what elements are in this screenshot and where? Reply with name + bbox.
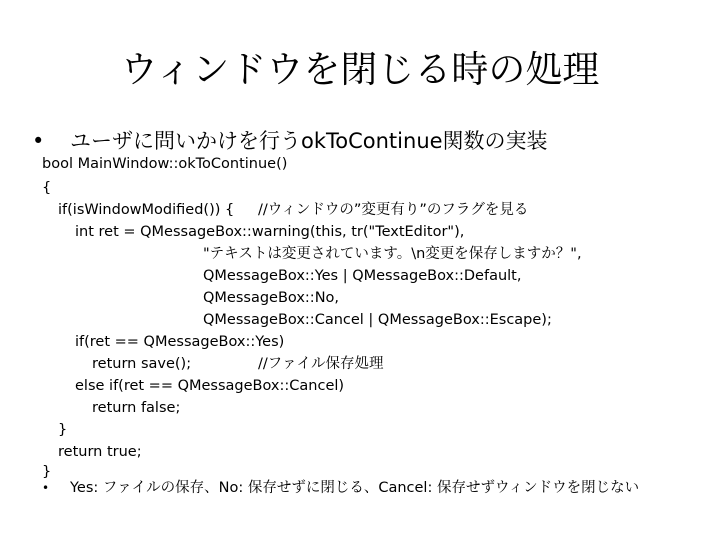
code-line: return save(); (92, 356, 192, 372)
note-bullet (42, 478, 692, 498)
code-line: if(ret == QMessageBox::Yes) (75, 334, 285, 350)
code-line: "テキストは変更されています。\n変更を保存しますか？", (203, 246, 582, 262)
code-line: } (42, 464, 52, 480)
code-comment: //ウィンドウの”変更有り”のフラグを見る (258, 202, 529, 218)
code-line: { (42, 180, 52, 196)
note-marker: • (42, 481, 50, 495)
code-line: QMessageBox::Yes | QMessageBox::Default, (203, 268, 522, 284)
code-line: QMessageBox::No, (203, 290, 340, 306)
code-line: else if(ret == QMessageBox::Cancel) (75, 378, 345, 394)
code-comment: //ファイル保存処理 (258, 356, 384, 372)
bullet-text: ユーザに問いかけを行うokToContinue関数の実装 (70, 129, 548, 153)
code-line: return true; (58, 444, 142, 460)
code-line: int ret = QMessageBox::warning(this, tr("TextEditor"), (75, 224, 465, 240)
code-text: if(isWindowModified()) { (58, 202, 235, 218)
code-line: bool MainWindow::okToContinue() (42, 156, 288, 172)
bullet-marker: • (32, 129, 45, 153)
code-line: QMessageBox::Cancel | QMessageBox::Escape); (203, 312, 552, 328)
code-line (58, 200, 234, 220)
code-line: } (58, 422, 68, 438)
slide-title: ウィンドウを閉じる時の処理 (120, 48, 600, 91)
bullet-heading (32, 126, 548, 156)
note-text: Yes: ファイルの保存、No: 保存せずに閉じる、Cancel: 保存せずウィンドウを閉じない (70, 480, 640, 496)
code-line: return false; (92, 400, 181, 416)
